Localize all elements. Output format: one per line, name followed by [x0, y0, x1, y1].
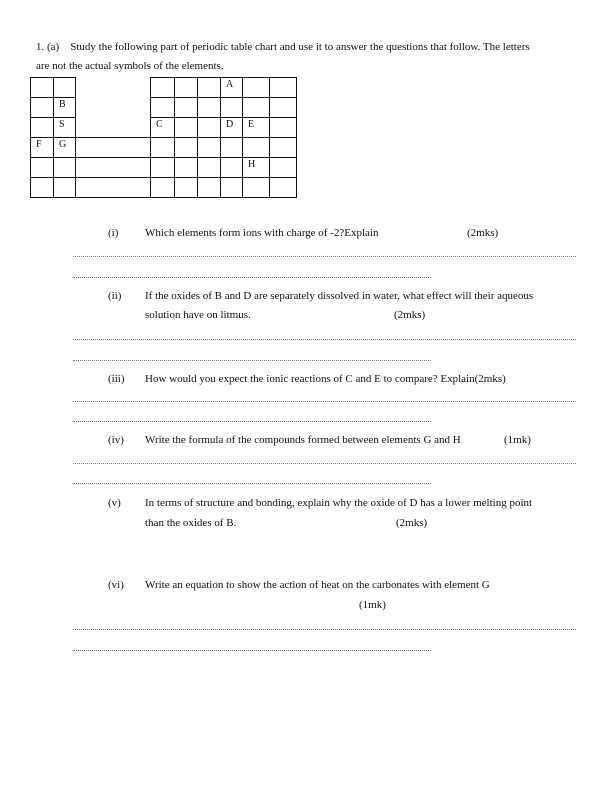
answer-line[interactable] [73, 256, 576, 257]
part-iii-text: How would you expect the ionic reactions of C and E to compare? Explain(2mks) [145, 373, 506, 385]
table-cell [243, 78, 270, 98]
table-cell [54, 78, 76, 98]
answer-line[interactable] [73, 277, 431, 278]
table-cell [270, 158, 297, 178]
table-cell [221, 98, 243, 118]
table-cell [270, 98, 297, 118]
table-cell [175, 158, 198, 178]
table-gap [76, 98, 151, 118]
part-iii-label: (iii) [108, 373, 125, 385]
table-cell [175, 78, 198, 98]
table-cell [198, 118, 221, 138]
table-cell: S [54, 118, 76, 138]
table-gap [76, 118, 151, 138]
table-cell [175, 98, 198, 118]
part-iv-label: (iv) [108, 434, 124, 446]
table-cell [270, 118, 297, 138]
table-cell [243, 178, 270, 198]
part-ii-label: (ii) [108, 290, 122, 302]
table-row [31, 138, 297, 158]
answer-line[interactable] [73, 339, 576, 340]
table-row [31, 118, 297, 138]
table-cell [54, 158, 76, 178]
part-iv-text: Write the formula of the compounds formed between elements G and H [145, 434, 461, 446]
part-i-text: Which elements form ions with charge of -2?Explain [145, 227, 379, 239]
part-iv-marks: (1mk) [504, 434, 531, 446]
table-cell [151, 78, 175, 98]
table-cell [151, 98, 175, 118]
question-intro-line1 [36, 38, 530, 57]
table-cell [76, 138, 151, 158]
table-cell [31, 158, 54, 178]
table-cell [31, 98, 54, 118]
question-intro-line2: are not the actual symbols of the elements. [36, 60, 224, 72]
table-row [31, 78, 297, 98]
table-cell [221, 138, 243, 158]
table-cell [221, 158, 243, 178]
part-i-label: (i) [108, 227, 119, 239]
answer-line[interactable] [73, 629, 576, 630]
table-cell [151, 138, 175, 158]
part-vi-label: (vi) [108, 579, 124, 591]
table-row [31, 98, 297, 118]
table-cell [175, 138, 198, 158]
table-cell [175, 118, 198, 138]
table-cell [31, 78, 54, 98]
periodic-table [30, 77, 297, 198]
table-cell: E [243, 118, 270, 138]
table-row [31, 178, 297, 198]
table-gap [76, 78, 151, 98]
answer-line[interactable] [73, 463, 576, 464]
part-i-marks: (2mks) [467, 227, 499, 239]
table-cell [243, 98, 270, 118]
table-cell [198, 78, 221, 98]
answer-line[interactable] [73, 650, 431, 651]
table-cell [270, 178, 297, 198]
table-cell [76, 158, 151, 178]
table-cell [31, 178, 54, 198]
part-ii-text-line1: If the oxides of B and D are separately dissolved in water, what effect will their aqueous [145, 290, 534, 302]
part-v-marks: (2mks) [396, 517, 428, 529]
table-cell [198, 158, 221, 178]
part-vi-text: Write an equation to show the action of heat on the carbonates with element G [145, 579, 490, 591]
table-cell [243, 138, 270, 158]
table-cell: B [54, 98, 76, 118]
table-cell [151, 178, 175, 198]
table-cell [175, 178, 198, 198]
part-ii-marks: (2mks) [394, 309, 426, 321]
part-v-text-line1: In terms of structure and bonding, explain why the oxide of D has a lower melting point [145, 497, 533, 509]
part-ii-text-line2: solution have on litmus. [145, 309, 251, 321]
question-number: 1. (a) [36, 41, 60, 53]
table-cell [198, 178, 221, 198]
table-cell [198, 98, 221, 118]
table-cell [31, 118, 54, 138]
part-vi-marks: (1mk) [359, 599, 386, 611]
table-cell: C [151, 118, 175, 138]
part-v-text-line2: than the oxides of B. [145, 517, 237, 529]
table-cell [270, 138, 297, 158]
table-row [31, 158, 297, 178]
table-cell: D [221, 118, 243, 138]
table-cell: G [54, 138, 76, 158]
table-cell [151, 158, 175, 178]
answer-line[interactable] [73, 401, 576, 402]
table-cell [221, 178, 243, 198]
answer-line[interactable] [73, 360, 431, 361]
table-cell [76, 178, 151, 198]
table-cell: F [31, 138, 54, 158]
answer-line[interactable] [73, 483, 431, 484]
table-cell [54, 178, 76, 198]
table-cell: A [221, 78, 243, 98]
question-intro-text: Study the following part of periodic table chart and use it to answer the questions that follow. The letters [70, 41, 530, 53]
part-v-label: (v) [108, 497, 121, 509]
table-cell [270, 78, 297, 98]
answer-line[interactable] [73, 421, 431, 422]
table-cell [198, 138, 221, 158]
table-cell: H [243, 158, 270, 178]
